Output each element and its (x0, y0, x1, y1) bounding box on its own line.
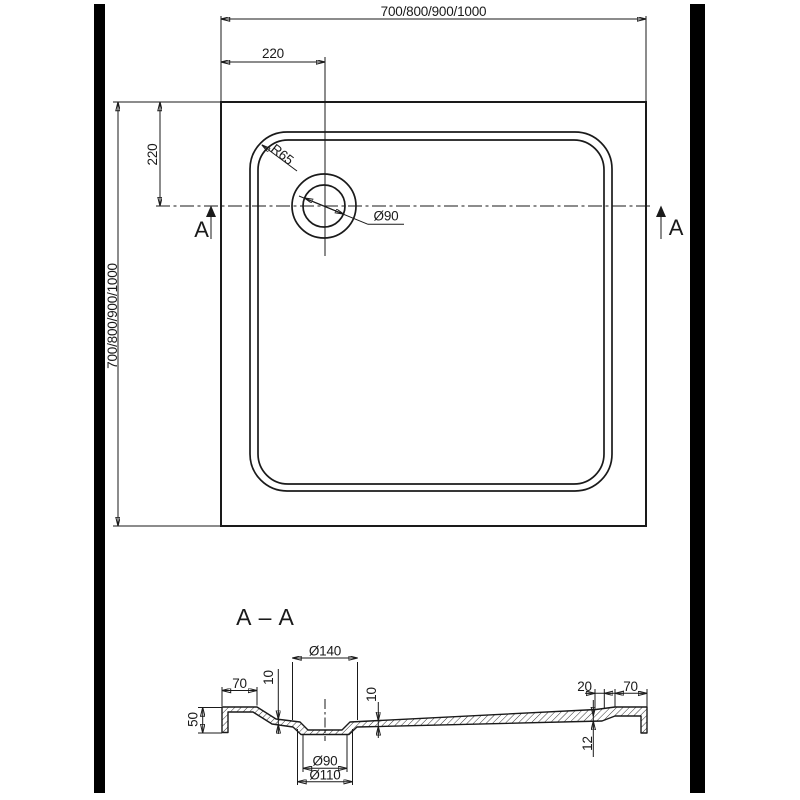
left-border-bar (94, 4, 105, 793)
drain-diameter-callout (299, 196, 404, 224)
radius-callout (262, 141, 297, 171)
dim-depth-right (364, 687, 379, 738)
section-view (186, 604, 648, 785)
dim-overall-width-top (221, 4, 646, 102)
dim-bottom-step (580, 700, 595, 757)
dim-label-flange-diameter: Ø140 (308, 643, 342, 659)
dim-label-overall-width: 700/800/900/1000 (380, 4, 487, 19)
dim-label-depth-left: 10 (261, 670, 276, 685)
dim-label-drain-diameter: Ø90 (373, 208, 399, 224)
section-title: A – A (236, 604, 295, 630)
dim-drain-offset-y (145, 102, 160, 206)
dim-label-overall-height: 700/800/900/1000 (105, 263, 120, 369)
dim-label-bottom-step: 12 (580, 736, 595, 751)
dim-label-drain-offset-y: 220 (145, 143, 160, 166)
dim-label-step-20: 20 (577, 679, 592, 694)
dim-label-rim-right: 70 (623, 679, 638, 694)
dim-height (186, 708, 223, 734)
dim-label-drain-hole: Ø90 (312, 753, 338, 769)
tray-inner-edge-outer (250, 132, 612, 491)
section-arrow-left-icon (206, 206, 216, 218)
dim-overall-height-left (105, 102, 221, 526)
plan-view (156, 57, 652, 526)
section-marker-right-label: A (668, 215, 684, 240)
section-marker-left-label: A (194, 217, 209, 242)
dim-label-drain-recess: Ø110 (309, 767, 341, 783)
dim-drain-offset-x (221, 46, 325, 62)
section-marker-left (194, 206, 216, 243)
dim-label-rim-left: 70 (232, 676, 247, 691)
right-border-bar (690, 4, 705, 793)
dim-label-drain-offset-x: 220 (262, 46, 284, 61)
section-profile (222, 707, 647, 735)
dim-label-corner-radius: R65 (268, 141, 297, 168)
dim-label-height: 50 (185, 712, 201, 727)
dim-right-rim-group (577, 679, 647, 709)
section-arrow-right-icon (656, 206, 666, 218)
dim-rim-left (222, 676, 257, 706)
dim-label-depth-right: 10 (364, 687, 379, 702)
section-marker-right (656, 206, 684, 241)
